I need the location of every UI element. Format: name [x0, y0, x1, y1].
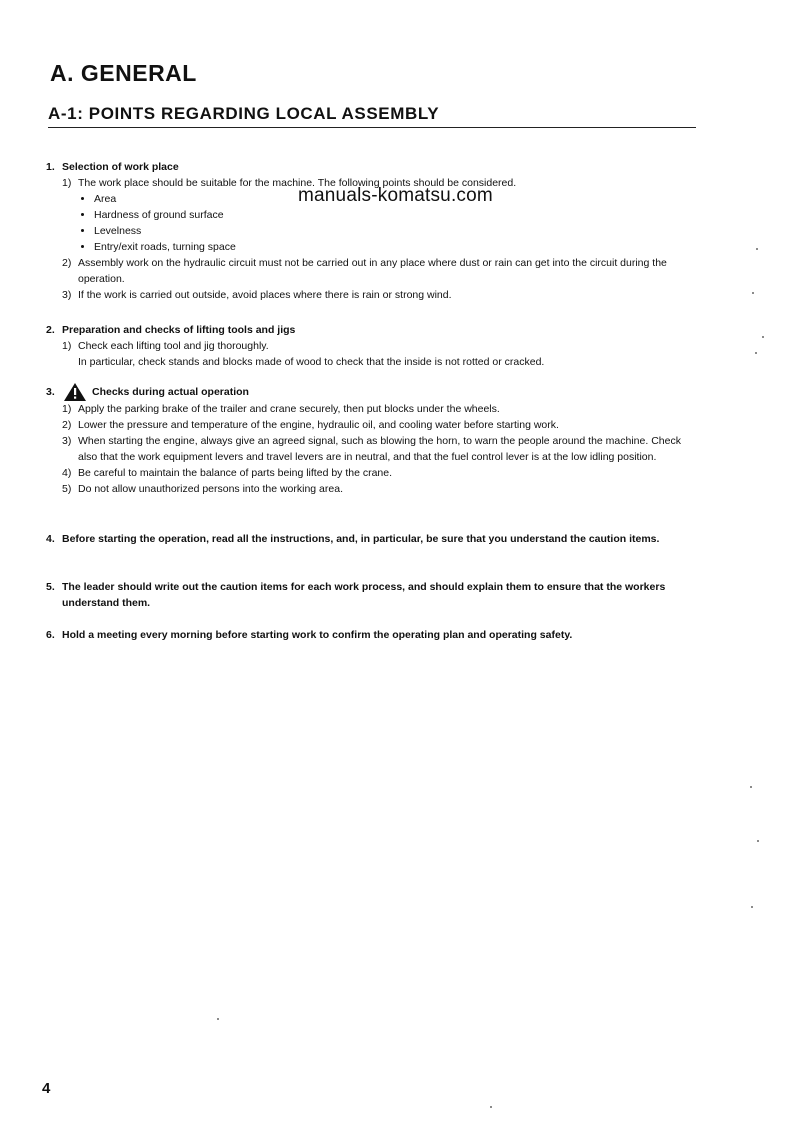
page-title: A. GENERAL	[50, 60, 197, 86]
item-text: When starting the engine, always give an agreed signal, such as blowing the horn, to warn the people around the machine. Check also that the work equipment levers and travel levers are in neutral, and that the fuel control lever is at the low idling position.	[78, 435, 681, 463]
section-text: Before starting the operation, read all the instructions, and, in particular, be sure that you understand the caution items.	[62, 533, 660, 545]
item-number: 1)	[62, 340, 72, 352]
section-title: Selection of work place	[62, 161, 179, 173]
scan-speck	[755, 352, 757, 354]
bullet-item	[46, 223, 696, 239]
list-item	[46, 338, 696, 370]
list-item	[46, 465, 696, 481]
section-3	[46, 383, 696, 497]
item-text: Check each lifting tool and jig thoroughly.	[78, 340, 269, 352]
list-item	[46, 481, 696, 497]
section-subtitle: A-1: POINTS REGARDING LOCAL ASSEMBLY	[48, 104, 440, 123]
item-text: Do not allow unauthorized persons into the working area.	[78, 483, 343, 495]
bullet-text: Hardness of ground surface	[94, 209, 224, 221]
item-number: 3)	[62, 289, 72, 301]
section-5-paragraph	[46, 579, 696, 611]
list-item	[46, 401, 696, 417]
item-number: 1)	[62, 177, 72, 189]
list-item	[46, 433, 696, 465]
section-title: Preparation and checks of lifting tools and jigs	[62, 324, 296, 336]
bullet-icon	[81, 197, 84, 200]
item-number: 4)	[62, 467, 72, 479]
bullet-icon	[81, 229, 84, 232]
item-text: Assembly work on the hydraulic circuit must not be carried out in any place where dust or rain can get into the circuit during the operation.	[78, 257, 667, 285]
scan-speck	[750, 786, 752, 788]
scan-speck	[752, 292, 754, 294]
bullet-icon	[81, 245, 84, 248]
section-4-paragraph	[46, 531, 696, 547]
section-6	[46, 627, 696, 643]
item-number: 2)	[62, 257, 72, 269]
list-item	[46, 417, 696, 433]
list-item	[46, 287, 696, 303]
item-number: 2)	[62, 419, 72, 431]
item-text: Lower the pressure and temperature of the engine, hydraulic oil, and cooling water before starting work.	[78, 419, 559, 431]
scan-speck	[217, 1018, 219, 1020]
title-underline	[48, 127, 696, 128]
item-text: If the work is carried out outside, avoid places where there is rain or strong wind.	[78, 289, 452, 301]
scan-speck	[762, 336, 764, 338]
section-number: 3.	[46, 386, 55, 398]
page-number: 4	[42, 1080, 51, 1097]
section-6-paragraph	[46, 627, 696, 643]
warning-triangle-icon	[64, 383, 86, 401]
item-text-continued: In particular, check stands and blocks made of wood to check that the inside is not rotted or cracked.	[78, 356, 545, 368]
scan-speck	[756, 248, 758, 250]
section-3-heading	[46, 383, 696, 401]
section-number: 6.	[46, 629, 55, 641]
scan-speck	[490, 1106, 492, 1108]
section-number: 4.	[46, 533, 55, 545]
section-2-heading	[46, 322, 696, 338]
section-title: Checks during actual operation	[92, 386, 249, 398]
section-number: 1.	[46, 161, 55, 173]
item-number: 1)	[62, 403, 72, 415]
item-text: The work place should be suitable for the machine. The following points should be considered.	[78, 177, 517, 189]
section-text: The leader should write out the caution items for each work process, and should explain them to ensure that the workers understand them.	[62, 581, 666, 609]
item-number: 5)	[62, 483, 72, 495]
section-1	[46, 159, 696, 303]
section-number: 5.	[46, 581, 55, 593]
bullet-text: Levelness	[94, 225, 142, 237]
watermark: manuals-komatsu.com	[298, 185, 493, 206]
bullet-item	[46, 207, 696, 223]
list-item	[46, 255, 696, 287]
section-4	[46, 531, 696, 547]
scan-speck	[757, 840, 759, 842]
item-number: 3)	[62, 435, 72, 447]
item-text: Apply the parking brake of the trailer and crane securely, then put blocks under the wheels.	[78, 403, 500, 415]
scan-speck	[751, 906, 753, 908]
section-5	[46, 579, 696, 611]
bullet-item	[46, 239, 696, 255]
bullet-text: Entry/exit roads, turning space	[94, 241, 236, 253]
section-text: Hold a meeting every morning before starting work to confirm the operating plan and operating safety.	[62, 629, 573, 641]
bullet-icon	[81, 213, 84, 216]
section-2	[46, 322, 696, 370]
section-1-heading	[46, 159, 696, 175]
section-number: 2.	[46, 324, 55, 336]
item-text: Be careful to maintain the balance of parts being lifted by the crane.	[78, 467, 393, 479]
bullet-text: Area	[94, 193, 117, 205]
